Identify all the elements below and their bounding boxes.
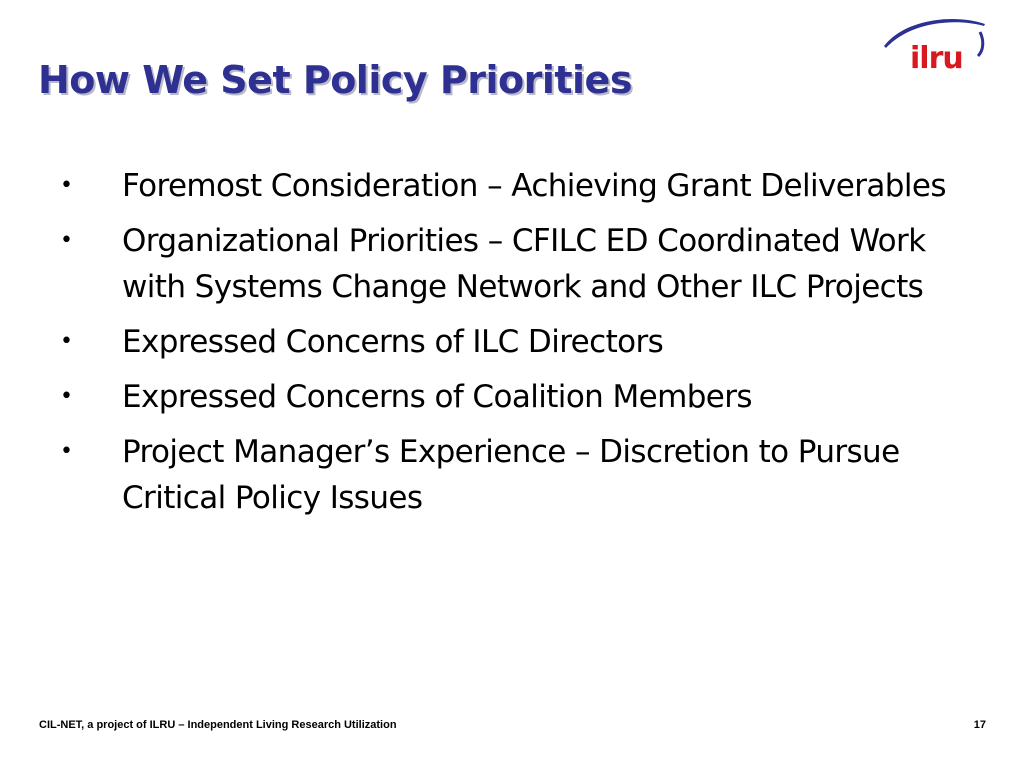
- slide-title: How We Set Policy Priorities: [38, 58, 632, 102]
- ilru-logo: [880, 16, 992, 78]
- bullet-icon: •: [60, 228, 73, 253]
- bullet-text: Expressed Concerns of ILC Directors: [122, 324, 664, 360]
- bullet-item: [60, 429, 960, 521]
- bullet-icon: •: [60, 384, 73, 409]
- bullet-item: [60, 163, 960, 209]
- bullet-list: [60, 163, 960, 530]
- page-number: 17: [973, 719, 986, 731]
- bullet-text: Organizational Priorities – CFILC ED Coordinated Work with Systems Change Network and Other ILC Projects: [122, 223, 926, 305]
- bullet-item: [60, 374, 960, 420]
- bullet-text: Project Manager’s Experience – Discretion to Pursue Critical Policy Issues: [122, 434, 900, 516]
- bullet-item: [60, 319, 960, 365]
- bullet-icon: •: [60, 439, 73, 464]
- footer-text: CIL-NET, a project of ILRU – Independent Living Research Utilization: [39, 719, 397, 731]
- bullet-icon: •: [60, 329, 73, 354]
- bullet-text: Expressed Concerns of Coalition Members: [122, 379, 752, 415]
- logo-wordmark: ilru: [910, 41, 963, 76]
- bullet-item: [60, 218, 960, 310]
- bullet-icon: •: [60, 173, 73, 198]
- bullet-text: Foremost Consideration – Achieving Grant Deliverables: [122, 168, 946, 204]
